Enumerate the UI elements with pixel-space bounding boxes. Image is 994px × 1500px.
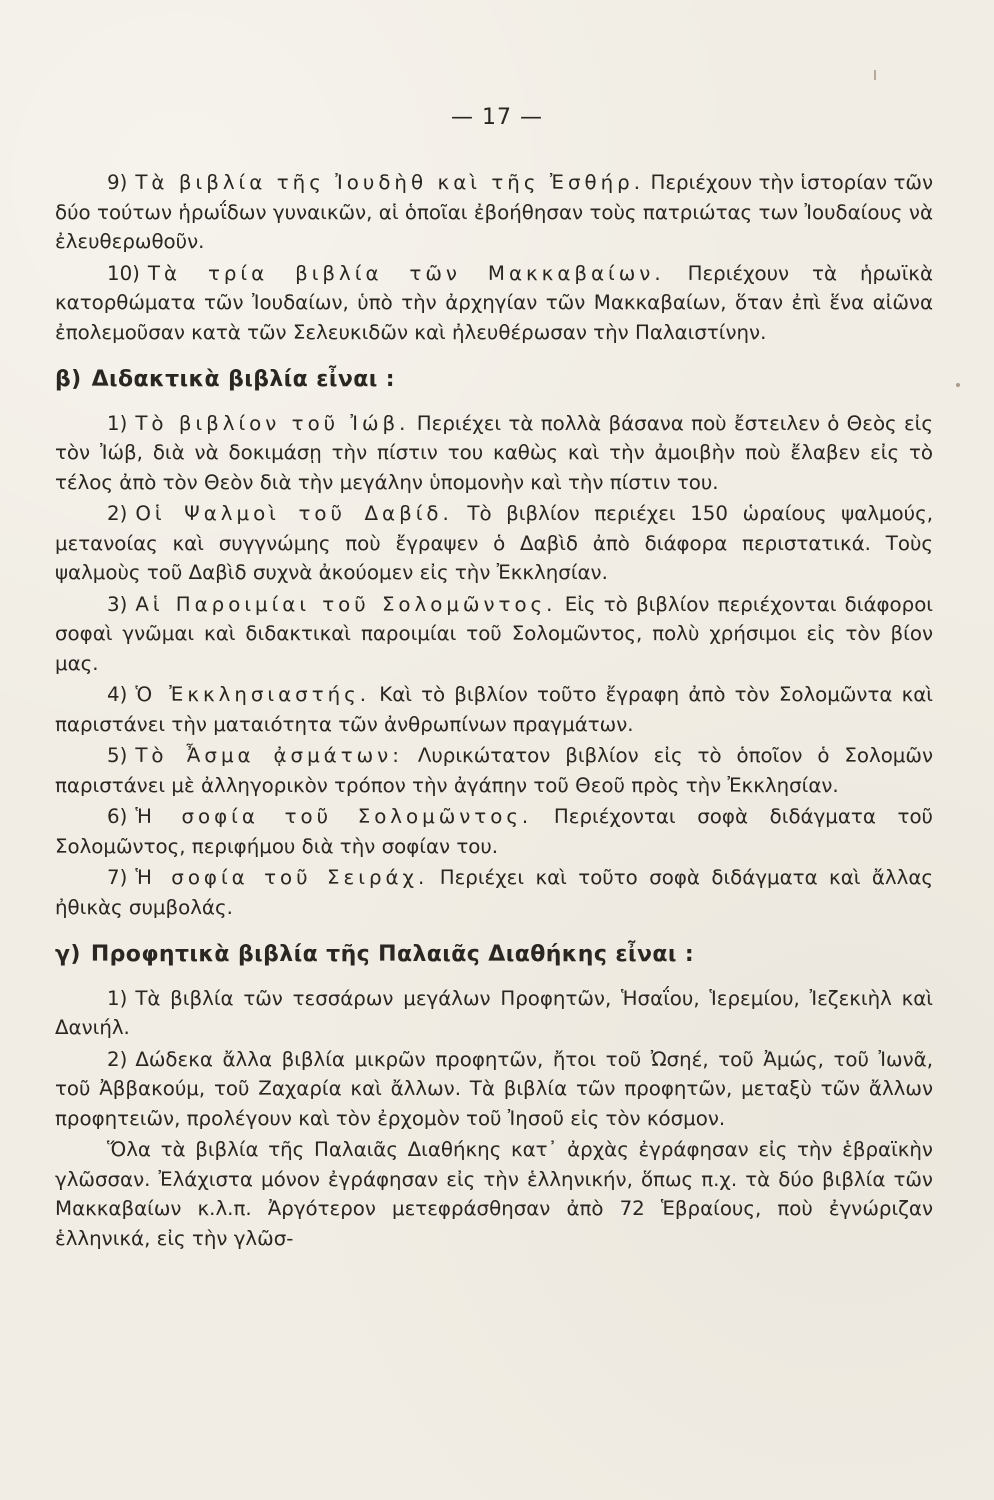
item-wisdom-solomon xyxy=(55,802,933,861)
item-psalms xyxy=(55,499,933,588)
item-number: 2) xyxy=(107,502,128,525)
item-major-prophets xyxy=(55,984,933,1043)
item-ecclesiastes xyxy=(55,680,933,739)
item-title: Αἱ Παροιμίαι τοῦ Σολομῶντος. xyxy=(135,592,557,616)
item-number: 5) xyxy=(107,744,128,767)
item-number: 3) xyxy=(107,592,128,616)
item-body: Περιέχει τὰ πολλὰ βάσανα ποὺ ἔστειλεν ὁ Θεὸς εἰς τὸν Ἰώβ, διὰ νὰ δοκιμάσῃ τὴν πίστιν του καθὼς καὶ τὴν ἀμοιβὴν ποὺ ἔλαβεν εἰς τὸ τέλος ἀπὸ τὸν Θεὸν διὰ τὴν μεγάλην ὑπομονὴν καὶ τὴν πίστιν του. xyxy=(55,411,933,494)
item-number: 10) xyxy=(107,261,140,285)
item-number: 6) xyxy=(107,805,128,828)
ink-speck xyxy=(956,383,960,387)
page-number: — 17 — xyxy=(451,105,543,130)
item-number: 9) xyxy=(107,171,128,194)
item-body: Εἰς τὸ βιβλίον περιέχονται διάφοροι σοφαὶ γνῶμαι καὶ διδακτικαὶ παροιμίαι τοῦ Σολομῶντος, πολὺ χρήσιμοι εἰς τὸν βίον μας. xyxy=(55,592,933,675)
item-job xyxy=(55,409,933,498)
item-body: Τὸ βιβλίον περιέχει 150 ὡραίους ψαλμούς, μετανοίας καὶ συγγνώμης ποὺ ἔγραψεν ὁ Δαβὶδ ἀπὸ διάφορα περιστατικά. Τοὺς ψαλμοὺς τοῦ Δαβὶδ συχνὰ ἀκούομεν εἰς τὴν Ἐκκλησίαν. xyxy=(55,502,933,584)
item-10-maccabees xyxy=(55,259,933,348)
item-number: 1) xyxy=(107,986,128,1010)
item-song-of-songs xyxy=(55,741,933,800)
item-number: 2) xyxy=(107,1047,128,1071)
item-title: Ὁ Ἐκκλησιαστής. xyxy=(135,683,371,706)
section-heading-didactic xyxy=(55,365,933,395)
item-number: 1) xyxy=(107,411,128,435)
paper-mark xyxy=(874,70,876,80)
item-number: 4) xyxy=(107,683,128,706)
item-wisdom-sirach xyxy=(55,863,933,922)
item-body: Καὶ τὸ βιβλίον τοῦτο ἔγραφη ἀπὸ τὸν Σολομῶντα καὶ παριστάνει τὴν ματαιότητα τῶν ἀνθρωπίνων πραγμάτων. xyxy=(55,683,933,736)
item-9-judith-esther xyxy=(55,168,933,257)
item-title: Τὰ βιβλία τῆς Ἰουδὴθ καὶ τῆς Ἐσθήρ. xyxy=(135,171,644,194)
item-proverbs xyxy=(55,590,933,679)
item-minor-prophets xyxy=(55,1045,933,1134)
item-title: Τὸ Ἆσμα ᾀσμάτων: xyxy=(135,744,403,767)
item-body: Λυρικώτατον βιβλίον εἰς τὸ ὁποῖον ὁ Σολομῶν παριστάνει μὲ ἀλληγορικὸν τρόπον τὴν ἀγάπην τοῦ Θεοῦ πρὸς τὴν Ἐκκλησίαν. xyxy=(55,744,933,797)
item-title: Ἡ σοφία τοῦ Σειράχ. xyxy=(135,866,429,889)
item-title: Οἱ Ψαλμοὶ τοῦ Δαβίδ. xyxy=(135,502,453,525)
section-heading-prophetic xyxy=(55,940,933,970)
section-label: β) xyxy=(55,367,82,392)
section-label: γ) xyxy=(55,942,81,967)
closing-paragraph: Ὅλα τὰ βιβλία τῆς Παλαιᾶς Διαθήκης κατ᾽ ἀρχὰς ἐγράφησαν εἰς τὴν ἑβραϊκὴν γλῶσσαν. Ἐλάχιστα μόνον ἐγράφησαν εἰς τὴν ἑλληνικήν, ὅπως π.χ. τὰ δύο βιβλία τῶν Μακκαβαίων κ.λ.π. Ἀργότερον μετεφράσθησαν ἀπὸ 72 Ἑβραίους, ποὺ ἐγνώριζαν ἑλληνικά, εἰς τὴν γλῶσ- xyxy=(55,1138,933,1250)
item-body: Περιέχουν τὴν ἱστορίαν τῶν δύο τούτων ἡρωΐδων γυναικῶν, αἱ ὁποῖαι ἐβοήθησαν τοὺς πατριώτας των Ἰουδαίους νὰ ἐλευθερωθοῦν. xyxy=(55,171,933,253)
page-body xyxy=(55,168,933,1255)
item-title: Τὰ τρία βιβλία τῶν Μακκαβαίων. xyxy=(147,261,665,285)
item-body: Περιέχουν τὰ ἡρωϊκὰ κατορθώματα τῶν Ἰουδαίων, ὑπὸ τὴν ἀρχηγίαν τῶν Μακκαβαίων, ὅταν ἐπὶ ἕνα αἰῶνα ἐπολεμοῦσαν κατὰ τῶν Σελευκιδῶν καὶ ἠλευθέρωσαν τὴν Παλαιστίνην. xyxy=(55,261,933,344)
item-body: Περιέχονται σοφὰ διδάγματα τοῦ Σολομῶντος, περιφήμου διὰ τὴν σοφίαν του. xyxy=(55,805,933,858)
item-number: 7) xyxy=(107,866,128,889)
item-body: Περιέχει καὶ τοῦτο σοφὰ διδάγματα καὶ ἄλλας ἠθικὰς συμβολάς. xyxy=(55,866,933,919)
item-body: Τὰ βιβλία τῶν τεσσάρων μεγάλων Προφητῶν, Ἡσαΐου, Ἱερεμίου, Ἰεζεκιὴλ καὶ Δανιήλ. xyxy=(55,986,933,1039)
item-title: Τὸ βιβλίον τοῦ Ἰώβ. xyxy=(135,411,410,435)
item-title: Ἡ σοφία τοῦ Σολομῶντος. xyxy=(135,805,533,828)
section-title: Διδακτικὰ βιβλία εἶναι : xyxy=(91,367,395,392)
item-body: Δώδεκα ἄλλα βιβλία μικρῶν προφητῶν, ἤτοι τοῦ Ὠσηέ, τοῦ Ἀμώς, τοῦ Ἰωνᾶ, τοῦ Ἀββακούμ, τοῦ Ζαχαρία καὶ ἄλλων. Τὰ βιβλία τῶν προφητῶν, μεταξὺ τῶν ἄλλων προφητειῶν, προλέγουν καὶ τὸν ἐρχομὸν τοῦ Ἰησοῦ εἰς τὸν κόσμον. xyxy=(55,1047,933,1130)
section-title: Προφητικὰ βιβλία τῆς Παλαιᾶς Διαθήκης εἶναι : xyxy=(90,942,695,967)
